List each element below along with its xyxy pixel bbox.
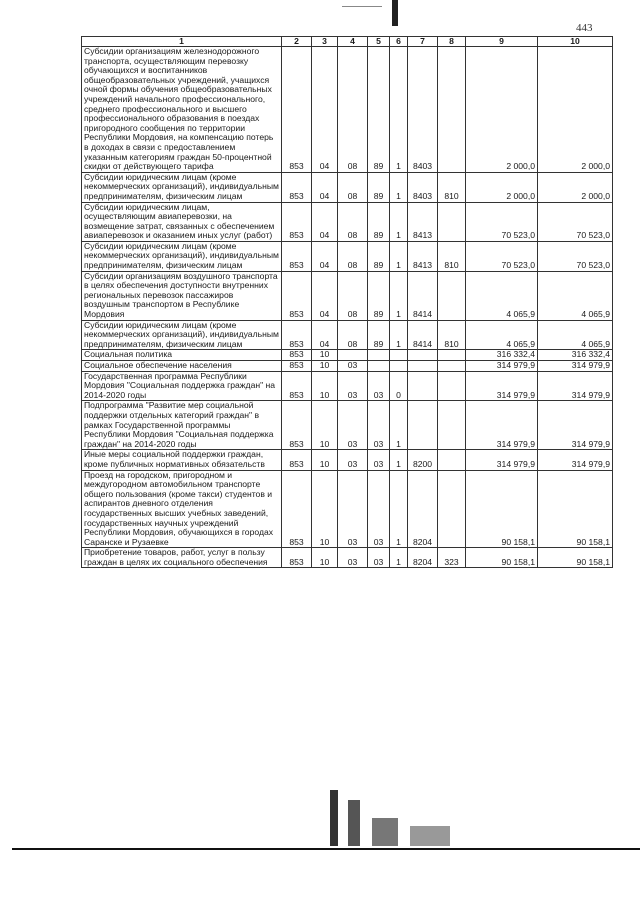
cell-amount-total: 314 979,9 bbox=[538, 361, 613, 372]
cell-section: 10 bbox=[312, 371, 338, 401]
table-row bbox=[82, 470, 613, 548]
cell-amount: 4 065,9 bbox=[466, 320, 538, 350]
cell-target: 8414 bbox=[408, 320, 438, 350]
row-name: Подпрограмма "Развитие мер социальной поддержки отдельных категорий граждан" в рамках Государственной программы Республики Мордовия "Социальная поддержка граждан" на 2014-2020 годы bbox=[82, 401, 282, 450]
cell-program: 03 bbox=[368, 401, 390, 450]
cell-subprogram: 1 bbox=[390, 241, 408, 271]
cell-program: 03 bbox=[368, 548, 390, 568]
cell-expense-type: 810 bbox=[438, 241, 466, 271]
cell-expense-type: 323 bbox=[438, 548, 466, 568]
scan-smudge bbox=[330, 790, 338, 846]
cell-expense-type bbox=[438, 271, 466, 320]
cell-subprogram: 1 bbox=[390, 271, 408, 320]
cell-subsection: 08 bbox=[338, 47, 368, 173]
cell-program: 89 bbox=[368, 241, 390, 271]
cell-amount: 2 000,0 bbox=[466, 47, 538, 173]
col-header-1: 1 bbox=[82, 37, 282, 47]
scan-mark-top-left bbox=[342, 6, 382, 7]
cell-amount-total: 314 979,9 bbox=[538, 401, 613, 450]
cell-code: 853 bbox=[282, 361, 312, 372]
cell-program bbox=[368, 361, 390, 372]
cell-program: 89 bbox=[368, 271, 390, 320]
cell-code: 853 bbox=[282, 172, 312, 202]
cell-section: 04 bbox=[312, 172, 338, 202]
scan-mark-top bbox=[392, 0, 398, 26]
cell-subprogram bbox=[390, 361, 408, 372]
table-row bbox=[82, 47, 613, 173]
col-header-6: 6 bbox=[390, 37, 408, 47]
table-row bbox=[82, 202, 613, 241]
cell-target: 8414 bbox=[408, 271, 438, 320]
cell-expense-type bbox=[438, 361, 466, 372]
col-header-3: 3 bbox=[312, 37, 338, 47]
cell-subsection: 03 bbox=[338, 450, 368, 470]
cell-amount-total: 70 523,0 bbox=[538, 202, 613, 241]
cell-target: 8413 bbox=[408, 202, 438, 241]
row-name: Субсидии юридическим лицам (кроме некоммерческих организаций), индивидуальным предпринимателям, физическим лицам bbox=[82, 172, 282, 202]
row-name: Государственная программа Республики Мордовия "Социальная поддержка граждан" на 2014-2020 годы bbox=[82, 371, 282, 401]
table-row bbox=[82, 271, 613, 320]
cell-code: 853 bbox=[282, 470, 312, 548]
page-number: 443 bbox=[576, 22, 593, 34]
cell-expense-type bbox=[438, 202, 466, 241]
cell-section: 04 bbox=[312, 47, 338, 173]
cell-target bbox=[408, 371, 438, 401]
cell-amount-total: 2 000,0 bbox=[538, 47, 613, 173]
cell-section: 04 bbox=[312, 320, 338, 350]
row-name: Социальная политика bbox=[82, 350, 282, 361]
cell-code: 853 bbox=[282, 450, 312, 470]
col-header-9: 9 bbox=[466, 37, 538, 47]
cell-amount-total: 90 158,1 bbox=[538, 470, 613, 548]
col-header-2: 2 bbox=[282, 37, 312, 47]
cell-amount: 70 523,0 bbox=[466, 241, 538, 271]
col-header-7: 7 bbox=[408, 37, 438, 47]
cell-expense-type bbox=[438, 371, 466, 401]
cell-amount-total: 4 065,9 bbox=[538, 271, 613, 320]
cell-code: 853 bbox=[282, 202, 312, 241]
cell-target bbox=[408, 350, 438, 361]
scan-smudge bbox=[410, 826, 450, 846]
cell-subsection: 03 bbox=[338, 548, 368, 568]
row-name: Социальное обеспечение населения bbox=[82, 361, 282, 372]
cell-amount-total: 4 065,9 bbox=[538, 320, 613, 350]
cell-subsection: 03 bbox=[338, 470, 368, 548]
table-row bbox=[82, 320, 613, 350]
cell-target: 8403 bbox=[408, 47, 438, 173]
cell-subsection: 08 bbox=[338, 241, 368, 271]
row-name: Субсидии юридическим лицам (кроме некоммерческих организаций), индивидуальным предпринимателям, физическим лицам bbox=[82, 320, 282, 350]
cell-target: 8403 bbox=[408, 172, 438, 202]
row-name: Субсидии организациям воздушного транспорта в целях обеспечения доступности внутренних региональных перевозок пассажиров воздушным транспортом в Республике Мордовия bbox=[82, 271, 282, 320]
cell-subprogram: 1 bbox=[390, 172, 408, 202]
col-header-4: 4 bbox=[338, 37, 368, 47]
table-row bbox=[82, 361, 613, 372]
cell-program: 89 bbox=[368, 47, 390, 173]
cell-section: 10 bbox=[312, 470, 338, 548]
cell-subprogram: 1 bbox=[390, 47, 408, 173]
cell-subprogram: 0 bbox=[390, 371, 408, 401]
cell-subsection: 03 bbox=[338, 371, 368, 401]
cell-program: 89 bbox=[368, 172, 390, 202]
table-row bbox=[82, 172, 613, 202]
cell-amount: 90 158,1 bbox=[466, 548, 538, 568]
table-row bbox=[82, 450, 613, 470]
cell-subsection: 08 bbox=[338, 320, 368, 350]
cell-target: 8204 bbox=[408, 470, 438, 548]
cell-section: 10 bbox=[312, 361, 338, 372]
cell-section: 10 bbox=[312, 548, 338, 568]
table-header-row bbox=[82, 37, 613, 47]
table-row bbox=[82, 350, 613, 361]
cell-subprogram: 1 bbox=[390, 450, 408, 470]
row-name: Приобретение товаров, работ, услуг в пользу граждан в целях их социального обеспечения bbox=[82, 548, 282, 568]
row-name: Субсидии юридическим лицам (кроме некоммерческих организаций), индивидуальным предпринимателям, физическим лицам bbox=[82, 241, 282, 271]
cell-section: 10 bbox=[312, 450, 338, 470]
cell-code: 853 bbox=[282, 401, 312, 450]
bottom-rule bbox=[12, 848, 640, 850]
cell-subprogram: 1 bbox=[390, 320, 408, 350]
cell-code: 853 bbox=[282, 271, 312, 320]
cell-program: 03 bbox=[368, 450, 390, 470]
cell-program: 03 bbox=[368, 371, 390, 401]
scan-smudge bbox=[348, 800, 360, 846]
cell-amount: 314 979,9 bbox=[466, 361, 538, 372]
col-header-10: 10 bbox=[538, 37, 613, 47]
cell-expense-type bbox=[438, 350, 466, 361]
cell-target: 8204 bbox=[408, 548, 438, 568]
cell-program: 03 bbox=[368, 470, 390, 548]
cell-expense-type bbox=[438, 450, 466, 470]
cell-amount-total: 90 158,1 bbox=[538, 548, 613, 568]
table-row bbox=[82, 401, 613, 450]
table-row bbox=[82, 241, 613, 271]
cell-target bbox=[408, 401, 438, 450]
cell-expense-type: 810 bbox=[438, 172, 466, 202]
col-header-8: 8 bbox=[438, 37, 466, 47]
cell-subprogram: 1 bbox=[390, 202, 408, 241]
col-header-5: 5 bbox=[368, 37, 390, 47]
cell-section: 04 bbox=[312, 271, 338, 320]
cell-expense-type bbox=[438, 401, 466, 450]
cell-section: 04 bbox=[312, 241, 338, 271]
cell-amount: 316 332,4 bbox=[466, 350, 538, 361]
cell-subprogram bbox=[390, 350, 408, 361]
cell-subsection: 08 bbox=[338, 271, 368, 320]
cell-program bbox=[368, 350, 390, 361]
cell-expense-type bbox=[438, 47, 466, 173]
cell-amount-total: 70 523,0 bbox=[538, 241, 613, 271]
cell-expense-type bbox=[438, 470, 466, 548]
cell-code: 853 bbox=[282, 47, 312, 173]
cell-section: 04 bbox=[312, 202, 338, 241]
cell-expense-type: 810 bbox=[438, 320, 466, 350]
cell-subsection: 08 bbox=[338, 202, 368, 241]
table-row bbox=[82, 371, 613, 401]
cell-amount: 70 523,0 bbox=[466, 202, 538, 241]
cell-section: 10 bbox=[312, 401, 338, 450]
cell-code: 853 bbox=[282, 548, 312, 568]
cell-code: 853 bbox=[282, 371, 312, 401]
cell-amount-total: 316 332,4 bbox=[538, 350, 613, 361]
cell-code: 853 bbox=[282, 350, 312, 361]
cell-program: 89 bbox=[368, 320, 390, 350]
row-name: Иные меры социальной поддержки граждан, кроме публичных нормативных обязательств bbox=[82, 450, 282, 470]
cell-subprogram: 1 bbox=[390, 401, 408, 450]
row-name: Субсидии юридическим лицам, осуществляющим авиаперевозки, на возмещение затрат, связанных с обеспечением авиаперевозок и оказанием иных услуг (работ) bbox=[82, 202, 282, 241]
cell-amount: 90 158,1 bbox=[466, 470, 538, 548]
cell-subsection: 03 bbox=[338, 361, 368, 372]
cell-target: 8200 bbox=[408, 450, 438, 470]
cell-subprogram: 1 bbox=[390, 548, 408, 568]
cell-amount: 2 000,0 bbox=[466, 172, 538, 202]
scan-smudge bbox=[372, 818, 398, 846]
row-name: Субсидии организациям железнодорожного транспорта, осуществляющим перевозку обучающихся и воспитанников общеобразовательных учреждений, учащихся очной формы обучения общеобразовательных учреждений начального профессионального, среднего профессионального и высшего профессионального образования в поездах пригородного сообщения по территории Республики Мордовия, на компенсацию потерь в доходах в связи с предоставлением указанным категориям граждан 50-процентной скидки от действующего тарифа bbox=[82, 47, 282, 173]
cell-section: 10 bbox=[312, 350, 338, 361]
row-name: Проезд на городском, пригородном и междугородном автомобильном транспорте общего пользования (кроме такси) студентов и аспирантов дневного отделения государственных высших учебных заведений, государственных научных учреждений Республики Мордовия, обучающихся в городах Саранске и Рузаевке bbox=[82, 470, 282, 548]
cell-program: 89 bbox=[368, 202, 390, 241]
cell-subsection bbox=[338, 350, 368, 361]
cell-target bbox=[408, 361, 438, 372]
budget-table bbox=[81, 36, 613, 568]
cell-amount-total: 2 000,0 bbox=[538, 172, 613, 202]
cell-subsection: 03 bbox=[338, 401, 368, 450]
cell-code: 853 bbox=[282, 241, 312, 271]
table-row bbox=[82, 548, 613, 568]
cell-target: 8413 bbox=[408, 241, 438, 271]
cell-subsection: 08 bbox=[338, 172, 368, 202]
cell-amount: 4 065,9 bbox=[466, 271, 538, 320]
cell-amount: 314 979,9 bbox=[466, 371, 538, 401]
cell-amount-total: 314 979,9 bbox=[538, 371, 613, 401]
cell-amount: 314 979,9 bbox=[466, 401, 538, 450]
cell-amount: 314 979,9 bbox=[466, 450, 538, 470]
cell-code: 853 bbox=[282, 320, 312, 350]
cell-amount-total: 314 979,9 bbox=[538, 450, 613, 470]
cell-subprogram: 1 bbox=[390, 470, 408, 548]
